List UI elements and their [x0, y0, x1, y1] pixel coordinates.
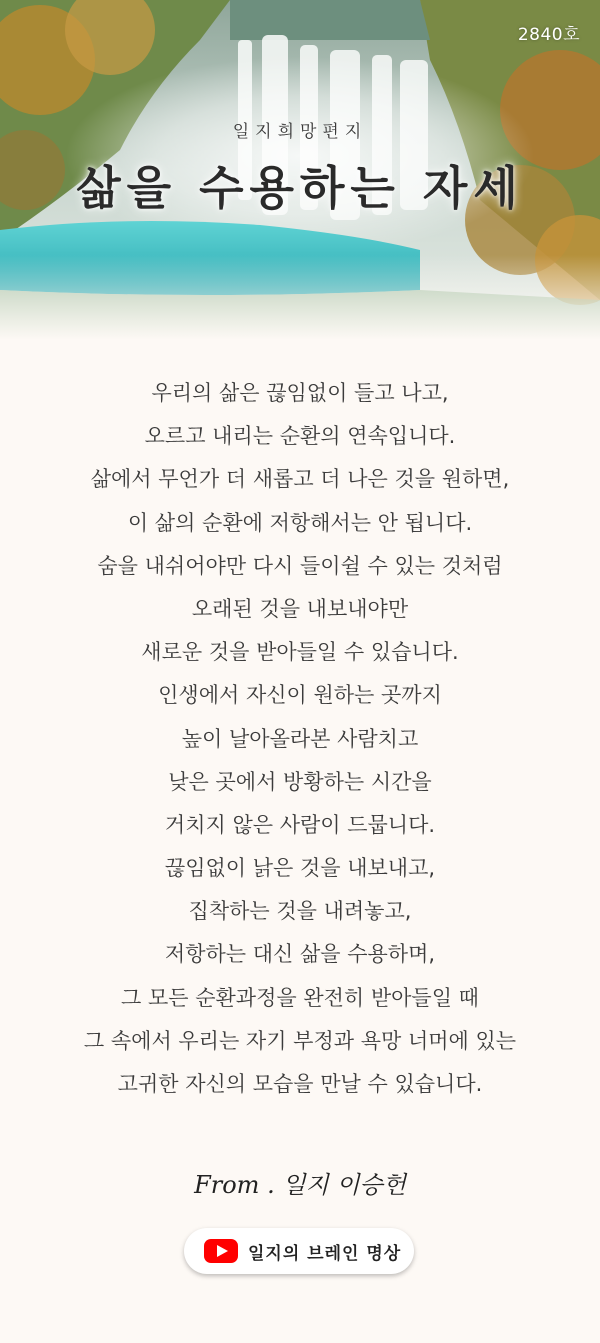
- body-line: 오르고 내리는 순환의 연속입니다.: [144, 424, 456, 449]
- body-line: 저항하는 대신 삶을 수용하며,: [164, 942, 436, 967]
- body-line: 새로운 것을 받아들일 수 있습니다.: [141, 640, 459, 665]
- issue-number: 2840호: [517, 25, 580, 45]
- series-title: 일지희망편지: [232, 122, 368, 142]
- body-line: 숨을 내쉬어야만 다시 들이쉴 수 있는 것처럼: [97, 553, 503, 578]
- body-line: 그 속에서 우리는 자기 부정과 욕망 너머에 있는: [83, 1028, 517, 1053]
- header-banner: [0, 0, 600, 340]
- body-line: 삶에서 무언가 더 새롭고 더 나은 것을 원하면,: [90, 467, 510, 492]
- body-line: 오래된 것을 내보내야만: [191, 596, 409, 621]
- youtube-channel-button[interactable]: [184, 1228, 414, 1274]
- youtube-button-label: 일지의 브레인 명상: [248, 1243, 402, 1264]
- body-line: 집착하는 것을 내려놓고,: [188, 899, 412, 924]
- body-line: 낮은 곳에서 방황하는 시간을: [168, 769, 432, 794]
- letter-body: [0, 372, 600, 1106]
- body-line: 거치지 않은 사람이 드뭅니다.: [164, 812, 436, 837]
- page-title: 삶을 수용하는 자세: [76, 161, 524, 215]
- body-line: 그 모든 순환과정을 완전히 받아들일 때: [121, 985, 479, 1010]
- body-line: 이 삶의 순환에 저항해서는 안 됩니다.: [127, 510, 473, 535]
- body-line: 우리의 삶은 끊임없이 들고 나고,: [151, 381, 449, 405]
- body-line: 끊임없이 낡은 것을 내보내고,: [164, 856, 436, 881]
- body-line: 인생에서 자신이 원하는 곳까지: [158, 683, 442, 708]
- body-line: 높이 날아올라본 사람치고: [181, 726, 419, 751]
- signature: From . 일지 이승헌: [194, 1171, 406, 1199]
- youtube-play-icon: [204, 1239, 238, 1263]
- body-line: 고귀한 자신의 모습을 만날 수 있습니다.: [117, 1072, 483, 1096]
